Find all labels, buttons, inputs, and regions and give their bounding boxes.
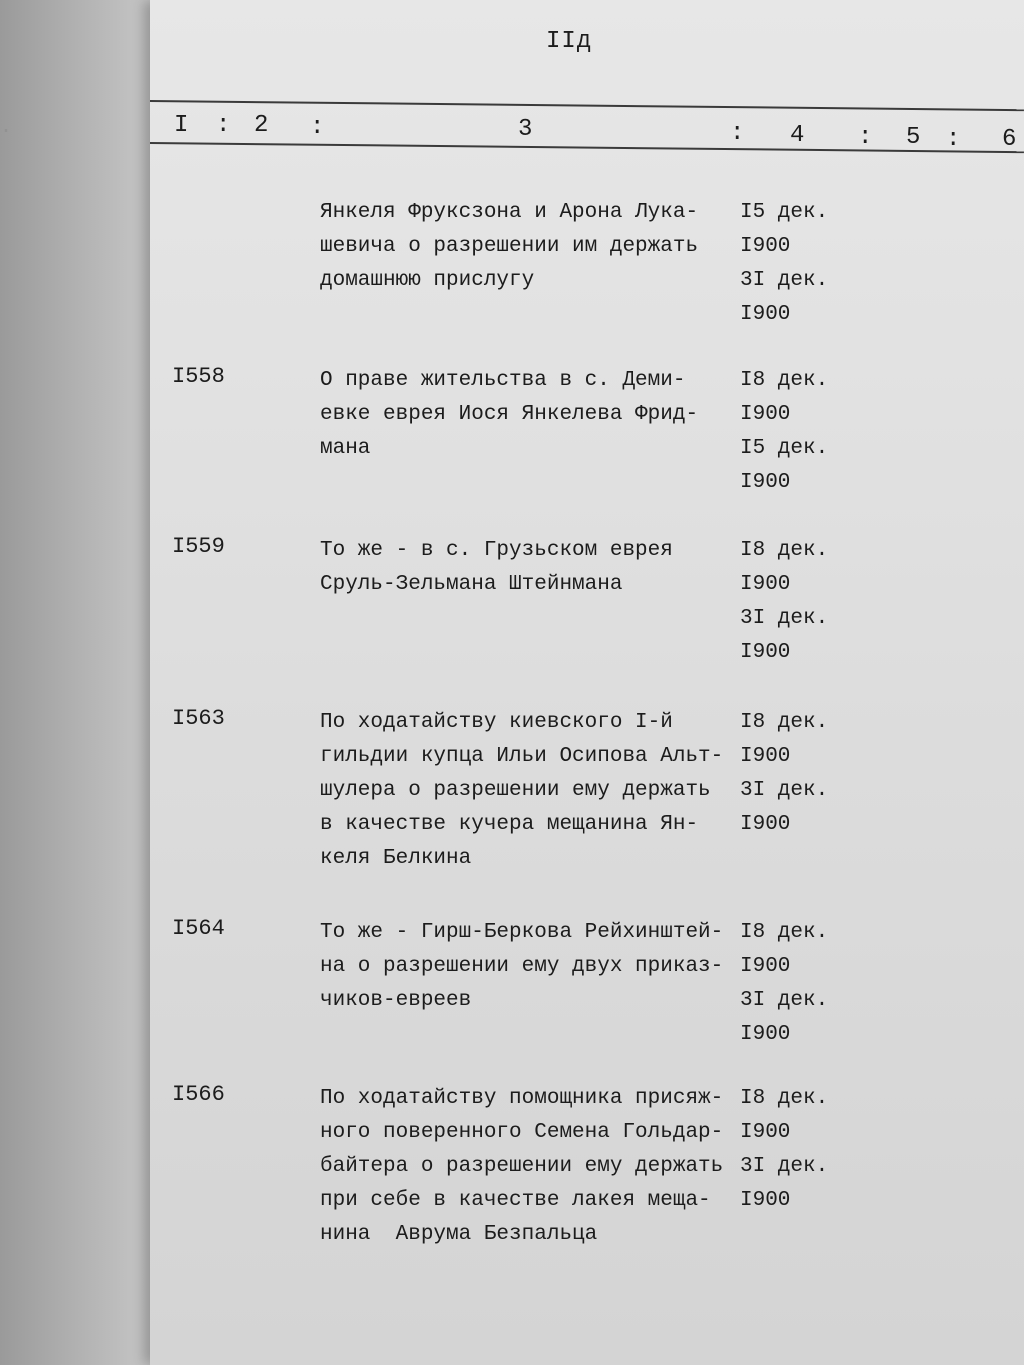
entry-description: То же - Гирш-Беркова Рейхинштей- на о разрешении ему двух приказ- чиков-евреев bbox=[320, 921, 724, 1012]
entry-dates: I8 дек. I900 I5 дек. I900 bbox=[740, 369, 829, 494]
entry-dates: I8 дек. I900 3I дек. I900 bbox=[740, 539, 829, 664]
header-col-2: 2 bbox=[254, 112, 269, 139]
entry-number: I559 bbox=[172, 534, 225, 559]
left-page-edge bbox=[0, 0, 150, 1365]
entry-description: О праве жительства в с. Деми- евке еврея Иося Янкелева Фрид- мана bbox=[320, 369, 699, 460]
entry-description: То же - в с. Грузьском еврея Сруль-Зельмана Штейнмана bbox=[320, 539, 673, 596]
header-separator: : bbox=[730, 120, 745, 147]
entry-number: I558 bbox=[172, 364, 225, 389]
header-col-6: 6 bbox=[1002, 126, 1017, 153]
header-col-1: I bbox=[174, 112, 189, 139]
entry-number: I564 bbox=[172, 916, 225, 941]
entry-description: По ходатайству киевского I-й гильдии купца Ильи Осипова Альт- шулера о разрешении ему держать в качестве кучера мещанина Ян- келя Белкина bbox=[320, 711, 724, 870]
header-col-4: 4 bbox=[790, 122, 805, 149]
header-col-3: 3 bbox=[518, 116, 533, 143]
header-separator: : bbox=[310, 114, 325, 141]
entry-number: I566 bbox=[172, 1082, 225, 1107]
entry-number: I563 bbox=[172, 706, 225, 731]
page-number: IΙд bbox=[546, 28, 593, 55]
entry-description: Янкеля Фруксзона и Арона Лука- шевича о разрешении им держать домашнюю прислугу bbox=[320, 201, 699, 292]
left-bleed-text: · bbox=[0, 120, 13, 143]
document-page bbox=[150, 0, 1024, 1365]
entry-dates: I8 дек. I900 3I дек. I900 bbox=[740, 921, 829, 1046]
entry-dates: I5 дек. I900 3I дек. I900 bbox=[740, 201, 829, 326]
header-col-5: 5 bbox=[906, 124, 921, 151]
entry-dates: I8 дек. I900 3I дек. I900 bbox=[740, 1087, 829, 1212]
header-separator: : bbox=[216, 112, 231, 139]
entry-dates: I8 дек. I900 3I дек. I900 bbox=[740, 711, 829, 836]
header-separator: : bbox=[858, 124, 873, 151]
table-header-bottom-rule bbox=[150, 142, 1024, 153]
header-separator: : bbox=[946, 126, 961, 153]
entry-description: По ходатайству помощника присяж- ного поверенного Семена Гольдар- байтера о разрешении ему держать при себе в качестве лакея меща- нина Аврума Безпальца bbox=[320, 1087, 724, 1246]
table-header-top-rule bbox=[150, 100, 1024, 111]
